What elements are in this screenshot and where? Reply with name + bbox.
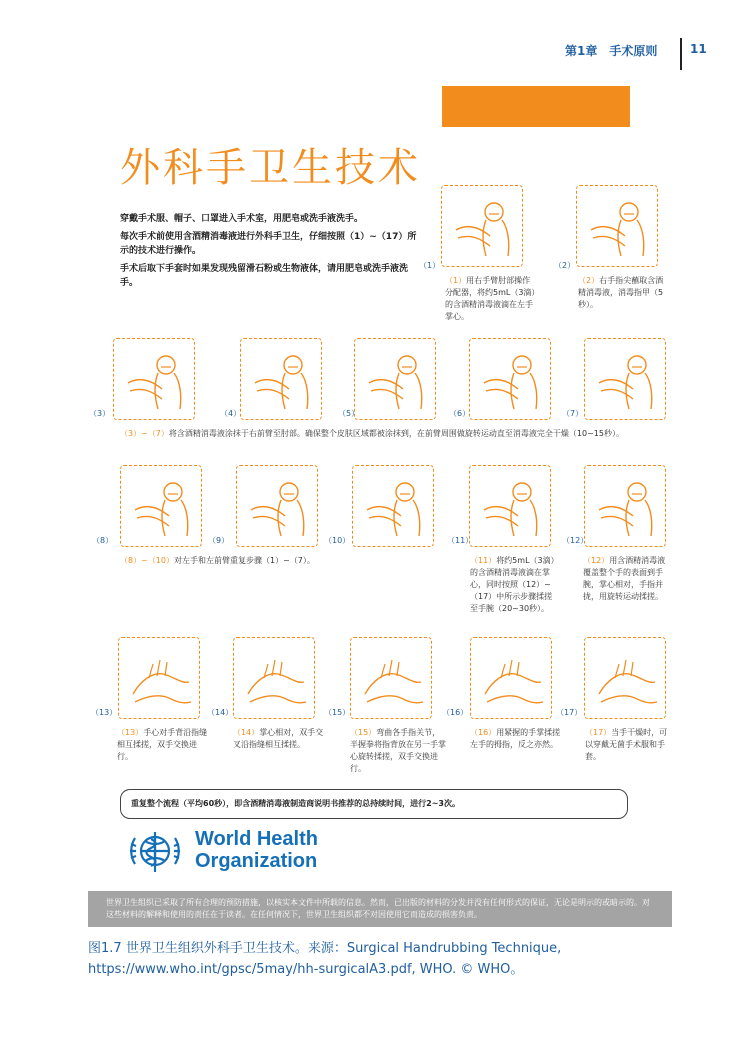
step-16-number: （16） <box>442 708 469 717</box>
palm-over-dorsum-illustration <box>118 637 200 719</box>
caption-step-17-number: （17） <box>585 728 612 737</box>
caption-step-15-number: （15） <box>350 728 377 737</box>
caption-step-1-text: 用右手臂肘部操作分配器，将约5mL（3滴）的含酒精消毒液滴在左手掌心。 <box>445 276 536 321</box>
page-title: 外科手卫生技术 <box>120 145 421 191</box>
disclaimer-bar: 世界卫生组织已采取了所有合理的预防措施，以核实本文件中所载的信息。然而，已出版的材料的分发并没有任何形式的保证，无论是明示的或暗示的。对这些材料的解释和使用的责任在于读者。在任何情况下，世界卫生组织都不对因使用它而造成的损害负责。 <box>88 891 672 927</box>
step-6-drawing <box>470 339 550 419</box>
step-7-number: （7） <box>562 409 584 418</box>
step-13-drawing <box>119 638 199 718</box>
step-11-number: （11） <box>447 536 474 545</box>
left-forearm-illustration <box>352 465 434 547</box>
forearm-rub-illustration <box>469 338 551 420</box>
dry-hands-illustration <box>584 637 666 719</box>
step-11-drawing <box>470 466 550 546</box>
intro-line-1: 穿戴手术服、帽子、口罩进入手术室，用肥皂或洗手液洗手。 <box>120 214 364 224</box>
step-3-number: （3） <box>89 409 111 418</box>
step-2-drawing <box>577 186 657 266</box>
caption-step-15 <box>350 727 448 775</box>
intro-line-2: 每次手术前使用含酒精消毒液进行外科手卫生，仔细按照（1）~（17）所示的技术进行操作。 <box>120 232 417 256</box>
left-hand-dispenser-illustration <box>120 465 202 547</box>
caption-steps-8-10-text: 对左手和左前臂重复步骤（1）~（7）。 <box>173 556 315 565</box>
step-1-number: （1） <box>419 261 441 270</box>
caption-steps-3-7-number: （3）~（7） <box>120 429 169 438</box>
step-4-number: （4） <box>220 409 242 418</box>
caption-step-16-text: 用紧握的手掌揉搓左手的拇指，反之亦然。 <box>470 728 561 749</box>
caption-step-1 <box>445 275 537 323</box>
step-4-drawing <box>241 339 321 419</box>
step-12-number: （12） <box>562 536 589 545</box>
intro-text <box>120 212 420 294</box>
caption-steps-8-10-number: （8）~（10） <box>120 556 174 565</box>
palm-to-palm-illustration <box>584 465 666 547</box>
step-13-number: （13） <box>91 708 118 717</box>
page-number: 11 <box>690 42 707 56</box>
caption-step-13 <box>117 727 212 763</box>
caption-step-14-text: 掌心相对，双手交叉沿指缝相互揉搓。 <box>233 728 324 749</box>
left-fingertips-illustration <box>236 465 318 547</box>
step-9-drawing <box>237 466 317 546</box>
caption-step-11-number: （11） <box>470 556 497 565</box>
step-17-number: （17） <box>556 708 583 717</box>
caption-step-16-number: （16） <box>470 728 497 737</box>
caption-step-13-number: （13） <box>117 728 144 737</box>
backs-of-fingers-illustration <box>350 637 432 719</box>
step-3-drawing <box>114 339 194 419</box>
caption-step-12-number: （12） <box>583 556 610 565</box>
caption-step-17 <box>585 727 675 763</box>
step-17-drawing <box>585 638 665 718</box>
caption-step-14 <box>233 727 328 751</box>
step-7-drawing <box>585 339 665 419</box>
caption-steps-3-7-text: 将含酒精消毒液涂抹于右前臂至肘部。确保整个皮肤区域都被涂抹到，在前臂周围做旋转运动直至消毒液完全干燥（10~15秒）。 <box>168 429 624 438</box>
figure-label: 图1.7 <box>88 941 122 956</box>
intro-line-3: 手术后取下手套时如果发现残留滑石粉或生物液体，请用肥皂或洗手液洗手。 <box>120 264 409 288</box>
step-10-number: （10） <box>324 536 351 545</box>
dispenser-palm-illustration <box>469 465 551 547</box>
caption-step-12-text: 用含酒精消毒液覆盖整个手的表面到手腕，掌心相对，手指并拢，用旋转运动揉搓。 <box>583 556 666 601</box>
caption-step-16 <box>470 727 562 751</box>
caption-steps-8-10 <box>120 555 450 567</box>
caption-step-11 <box>470 555 558 615</box>
who-wordmark-line-1: World Health <box>195 828 318 850</box>
step-15-number: （15） <box>324 708 351 717</box>
step-16-drawing <box>471 638 551 718</box>
forearm-rub-illustration <box>240 338 322 420</box>
step-15-drawing <box>351 638 431 718</box>
step-5-drawing <box>355 339 435 419</box>
caption-step-12 <box>583 555 671 603</box>
caption-step-17-text: 当手干燥时，可以穿戴无菌手术服和手套。 <box>585 728 668 761</box>
caption-step-13-text: 手心对手背沿指缝相互揉搓，双手交换进行。 <box>117 728 208 761</box>
who-wordmark-line-2: Organization <box>195 850 318 872</box>
figure-caption-text: 世界卫生组织外科手卫生技术。来源：Surgical Handrubbing Technique, https://www.who.int/gpsc/5may/hh-surgicalA3.pdf, WHO. © WHO。 <box>88 941 562 977</box>
forearm-rub-illustration <box>113 338 195 420</box>
step-8-number: （8） <box>92 536 114 545</box>
step-12-drawing <box>585 466 665 546</box>
step-5-number: （5） <box>338 409 360 418</box>
thumb-rub-illustration <box>470 637 552 719</box>
step-1-drawing <box>442 186 522 266</box>
step-14-drawing <box>234 638 314 718</box>
fingers-interlaced-illustration <box>233 637 315 719</box>
caption-step-2-text: 右手指尖蘸取含酒精消毒液，消毒指甲（5秒）。 <box>578 276 664 309</box>
orange-decorative-bar <box>442 86 630 127</box>
caption-step-1-number: （1） <box>445 276 467 285</box>
figure-caption <box>88 938 688 980</box>
caption-step-11-text: 将约5mL（3滴）的含酒精消毒液滴在掌心，同时按照（12）~（17）中所示步骤揉搓至手腕（20~30秒）。 <box>470 556 555 613</box>
step-10-drawing <box>353 466 433 546</box>
step-6-number: （6） <box>449 409 471 418</box>
who-wordmark <box>195 828 318 872</box>
caption-step-2 <box>578 275 668 311</box>
caption-step-2-number: （2） <box>578 276 600 285</box>
summary-box: 重复整个流程（平均60秒），即含酒精消毒液制造商说明书推荐的总持续时间，进行2~3次。 <box>120 789 628 819</box>
step-2-number: （2） <box>554 261 576 270</box>
caption-step-14-number: （14） <box>233 728 260 737</box>
forearm-rub-illustration <box>584 338 666 420</box>
step-8-drawing <box>121 466 201 546</box>
forearm-rub-illustration <box>354 338 436 420</box>
step-14-number: （14） <box>207 708 234 717</box>
chapter-header: 第1章 手术原则 <box>565 44 658 58</box>
caption-steps-3-7 <box>120 428 668 440</box>
caption-step-15-text: 弯曲各手指关节，半握拳将指背放在另一手掌心旋转揉搓，双手交换进行。 <box>350 728 446 773</box>
step-9-number: （9） <box>208 536 230 545</box>
arm-dispenser-illustration <box>441 185 523 267</box>
header-divider <box>680 38 682 70</box>
fingertips-dip-illustration <box>576 185 658 267</box>
